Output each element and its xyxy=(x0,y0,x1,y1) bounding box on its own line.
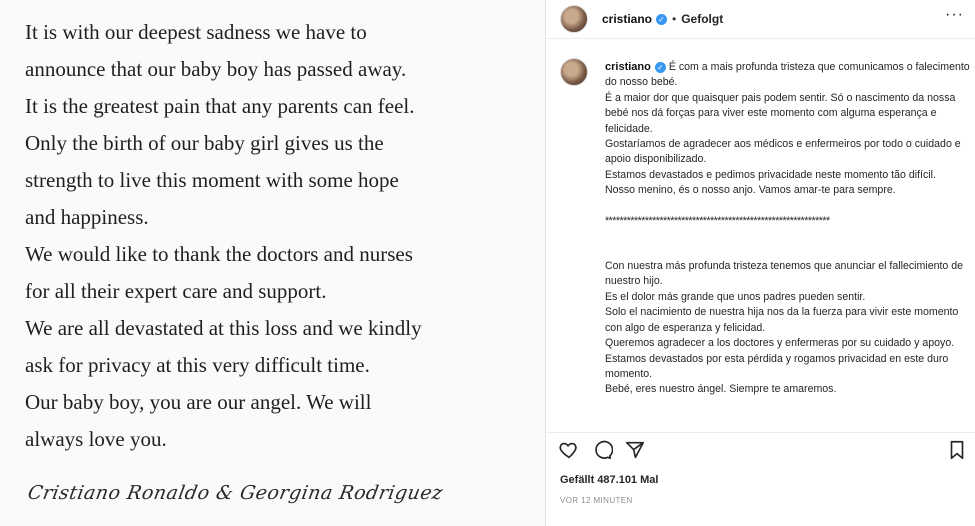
bookmark-icon[interactable] xyxy=(946,439,968,461)
verified-badge-icon: ✓ xyxy=(656,14,667,25)
caption-es-5: Estamos devastados por esta pérdida y rogamos privacidad en este duro momento. xyxy=(605,352,949,380)
share-icon[interactable] xyxy=(624,439,646,461)
caption-es-3: Solo el nacimiento de nuestra hija nos da la fuerza para vivir este momento con algo de esperanza y felicidad. xyxy=(605,306,959,334)
caption-pt-4: Estamos devastados e pedimos privacidade neste momento tão difícil. xyxy=(605,168,936,181)
post-header xyxy=(546,0,975,39)
post-timestamp: VOR 12 MINUTEN xyxy=(560,496,633,505)
caption xyxy=(605,60,970,398)
caption-es-4: Queremos agradecer a los doctores y enfermeras por su cuidado y apoyo. xyxy=(605,337,955,350)
more-dots-icon[interactable]: ··· xyxy=(945,6,964,23)
post-actions xyxy=(546,432,975,469)
header-username[interactable]: cristiano xyxy=(602,12,653,26)
avatar[interactable] xyxy=(560,5,588,33)
heart-icon[interactable] xyxy=(558,439,580,461)
caption-pt-3: Gostaríamos de agradecer aos médicos e enfermeiros por todo o cuidado e apoio disponibilizado. xyxy=(605,138,961,166)
caption-pt-5: Nosso menino, és o nosso anjo. Vamos amar-te para sempre. xyxy=(605,184,896,197)
caption-username[interactable]: cristiano xyxy=(605,61,651,73)
caption-divider: ************************************************************** xyxy=(605,214,830,227)
caption-line xyxy=(605,60,970,91)
signature: Cristiano Ronaldo & Georgina Rodriguez xyxy=(26,482,445,504)
follow-status[interactable]: Gefolgt xyxy=(681,12,724,26)
caption-pt-1: É com a mais profunda tristeza que comunicamos o falecimento do nosso bebé. xyxy=(605,61,970,89)
instagram-post-panel xyxy=(545,0,975,526)
caption-avatar[interactable] xyxy=(560,58,588,86)
verified-badge-icon: ✓ xyxy=(655,62,666,73)
caption-es-6: Bebé, eres nuestro ángel. Siempre te amaremos. xyxy=(605,383,837,396)
like-count[interactable]: Gefällt 487.101 Mal xyxy=(560,474,659,486)
caption-pt-2: É a maior dor que quaisquer pais podem sentir. Só o nascimento da nossa bebé nos dá forças para viver este momento com alguma esperança e felicidade. xyxy=(605,91,956,135)
comment-icon[interactable] xyxy=(591,439,613,461)
caption-es-2: Es el dolor más grande que unos padres pueden sentir. xyxy=(605,290,866,303)
caption-area xyxy=(546,50,975,425)
caption-es-1: Con nuestra más profunda tristeza tenemos que anunciar el fallecimiento de nuestro hijo. xyxy=(605,260,964,288)
statement-text: It is with our deepest sadness we have to announce that our baby boy has passed away. It is the greatest pain that any parents can feel. Only the birth of our baby girl gives us the strength to live this moment with some hope and happiness. We would like to thank the doctors and nurses for all their expert care and support. We are all devastated at this loss and we kindly ask for privacy at this very difficult time. Our baby boy, you are our angel. We will always love you. xyxy=(25,20,422,451)
separator-dot: • xyxy=(672,12,677,26)
